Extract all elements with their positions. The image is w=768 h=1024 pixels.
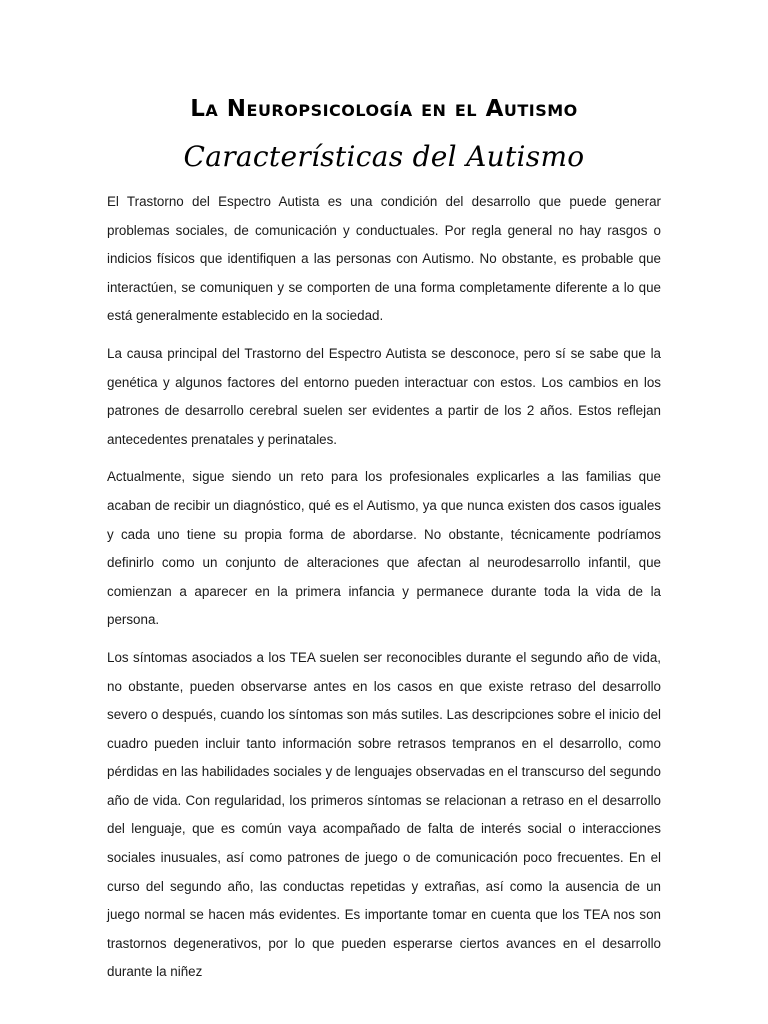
document-subtitle: Características del Autismo <box>183 140 585 173</box>
document-title: La Neuropsicología en el Autismo <box>190 96 578 122</box>
paragraph-3: Actualmente, sigue siendo un reto para los profesionales explicarles a las familias que acaban de recibir un diagnóstico, qué es el Autismo, ya que nunca existen dos casos iguales y cada uno tiene su propia forma de abordarse. No obstante, técnicamente podríamos definirlo como un conjunto de alteraciones que afectan al neurodesarrollo infantil, que comienzan a aparecer en la primera infancia y permanece durante toda la vida de la persona. <box>107 469 661 628</box>
paragraph-2: La causa principal del Trastorno del Espectro Autista se desconoce, pero sí se sabe que la genética y algunos factores del entorno pueden interactuar con estos. Los cambios en los patrones de desarrollo cerebral suelen ser evidentes a partir de los 2 años. Estos reflejan antecedentes prenatales y perinatales. <box>107 345 661 447</box>
paragraph-4: Los síntomas asociados a los TEA suelen ser reconocibles durante el segundo año de vida, no obstante, pueden observarse antes en los casos en que existe retraso del desarrollo severo o después, cuando los síntomas son más sutiles. Las descripciones sobre el inicio del cuadro pueden incluir tanto información sobre retrasos tempranos en el desarrollo, como pérdidas en las habilidades sociales y de lenguajes observadas en el transcurso del segundo año de vida. Con regularidad, los primeros síntomas se relacionan a retraso en el desarrollo del lenguaje, que es común vaya acompañado de falta de interés social o interacciones sociales inusuales, así como patrones de juego o de comunicación poco frecuentes. En el curso del segundo año, las conductas repetidas y extrañas, así como la ausencia de un juego normal se hacen más evidentes. Es importante tomar en cuenta que los TEA nos son trastornos degenerativos, por lo que pueden esperarse ciertos avances en el desarrollo durante la niñez <box>107 649 661 980</box>
paragraph-1: El Trastorno del Espectro Autista es una condición del desarrollo que puede generar problemas sociales, de comunicación y conductuales. Por regla general no hay rasgos o indicios físicos que identifiquen a las personas con Autismo. No obstante, es probable que interactúen, se comuniquen y se comporten de una forma completamente diferente a lo que está generalmente establecido en la sociedad. <box>107 194 661 324</box>
document-body <box>107 188 661 996</box>
